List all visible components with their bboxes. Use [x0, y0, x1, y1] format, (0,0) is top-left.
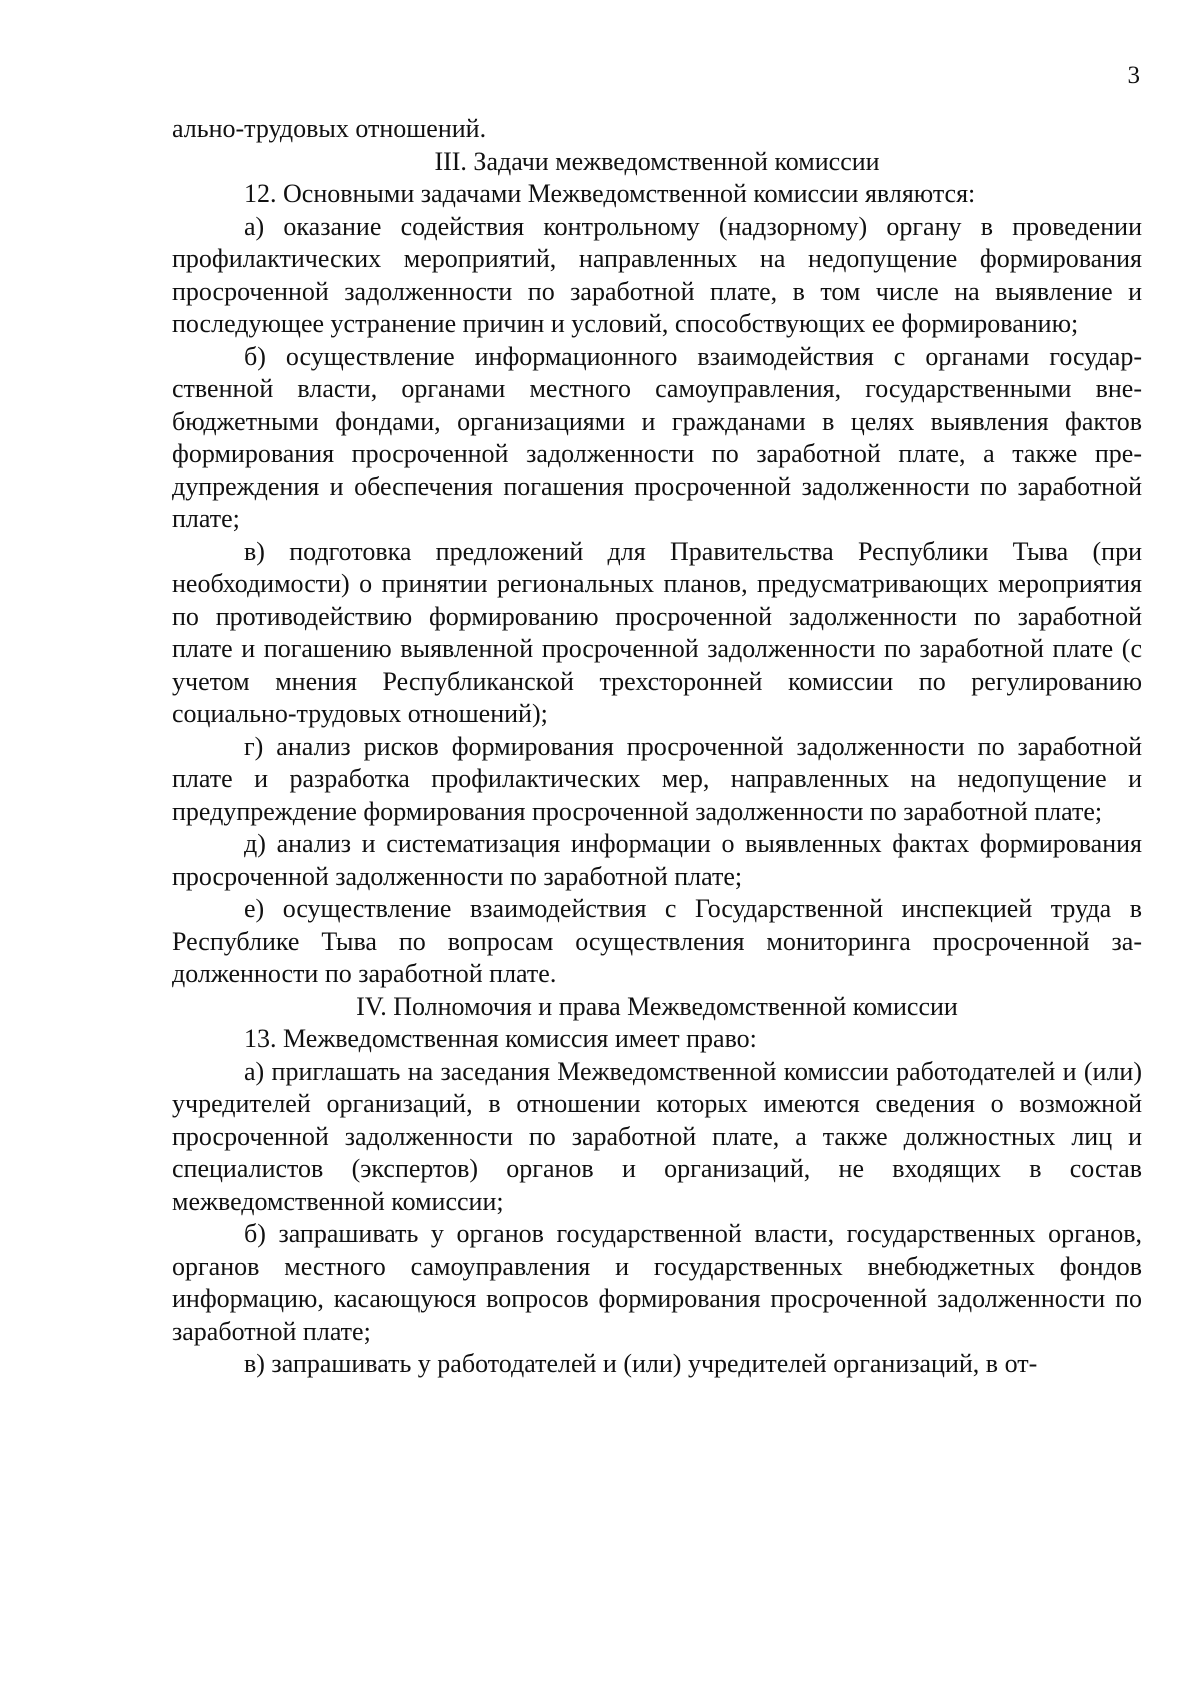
paragraph-12: 12. Основными задачами Межведомственной комиссии являются: [244, 179, 976, 208]
paragraph-13-b: б) запрашивать у органов государственной власти, государственных органов, органов местного самоуправления и государственных внебюджетных фондов информацию, касающуюся вопросов формирования просроченной задолженности по заработной плате; [172, 1219, 1142, 1346]
document-body [172, 113, 1142, 1381]
paragraph-12-a: а) оказание содействия контрольному (надзорному) органу в проведении профилактических мероприятий, направленных на недопущение формирования просроченной задолженности по заработной плате, в том числе на выявление и последующее устранение причин и условий, способствующих ее формированию; [172, 211, 1142, 338]
paragraph-12-b: б) осуществление информационного взаимодействия с органами государственной власти, органами местного самоуправления, государственными внебюджетными фондами, организациями и гражданами в целях выявления фактов формирования просроченной задолженности по заработной плате, а также предупреждения и обеспечения погашения просроченной задолженности по заработной плате; [172, 341, 1142, 533]
paragraph-12-v: в) подготовка предложений для Правительства Республики Тыва (при необходимости) о принятии региональных планов, предусматривающих мероприятия по противодействию формированию просроченной задолженности по заработной плате и погашению выявленной просроченной задолженности по заработной плате (с учетом мнения Республиканской трехсторонней комиссии по регулированию социально-трудовых отношений); [172, 536, 1142, 728]
paragraph-13: 13. Межведомственная комиссия имеет право: [244, 1024, 757, 1053]
page-number: 3 [1127, 62, 1140, 89]
paragraph-12-e: е) осуществление взаимодействия с Государственной инспекцией труда в Республике Тыва по вопросам осуществления мониторинга просроченной задолженности по заработной плате. [172, 894, 1142, 988]
section-3-heading: III. Задачи межведомственной комиссии [434, 146, 880, 176]
paragraph-12-g: г) анализ рисков формирования просроченной задолженности по заработной плате и разработка профилактических мер, направленных на недопущение и предупреждение формирования просроченной задолженности по заработной плате; [172, 731, 1142, 826]
paragraph-13-a: а) приглашать на заседания Межведомственной комиссии работодателей и (или) учредителей организаций, в отношении которых имеются сведения о возможной просроченной задолженности по заработной плате, а также должностных лиц и специалистов (экспертов) органов и организаций, не входящих в состав межведомственной комиссии; [172, 1056, 1142, 1216]
continuation-paragraph: ально-трудовых отношений. [172, 114, 487, 143]
paragraph-12-d: д) анализ и систематизация информации о выявленных фактах формирования просроченной задолженности по заработной плате; [172, 829, 1142, 891]
paragraph-13-v: в) запрашивать у работодателей и (или) учредителей организаций, в от- [244, 1349, 1038, 1378]
section-4-heading: IV. Полномочия и права Межведомственной комиссии [356, 991, 958, 1021]
